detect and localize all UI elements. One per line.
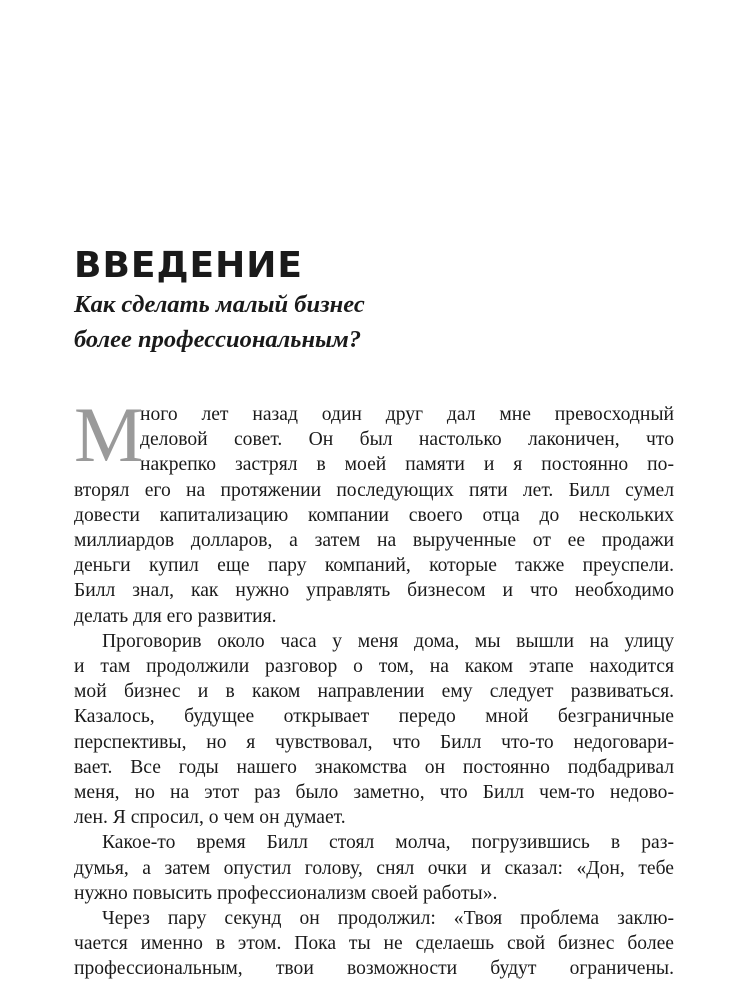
paragraph <box>74 391 674 629</box>
text-line: чается именно в этом. Пока ты не сделаешь свой бизнес более <box>74 933 674 955</box>
text-line: меня, но на этот раз было заметно, что Билл чем-то недово- <box>74 782 674 804</box>
text-line: деловой совет. Он был настолько лаконичен, что <box>140 429 674 451</box>
drop-cap: М <box>74 391 144 478</box>
text-line: деньги купил еще пару компаний, которые также преуспели. <box>74 555 674 577</box>
paragraph <box>74 906 674 982</box>
text-line: миллиардов долларов, а затем на вырученные от ее продажи <box>74 530 674 552</box>
text-line: довести капитализацию компании своего отца до нескольких <box>74 504 674 526</box>
chapter-subtitle <box>74 287 694 357</box>
body-text <box>74 391 674 982</box>
text-line: вторял его на протяжении последующих пяти лет. Билл сумел <box>74 479 674 501</box>
text-line: нужно повысить профессионализм своей работы». <box>74 882 498 904</box>
text-line: накрепко застрял в моей памяти и я постоянно по- <box>140 454 674 476</box>
text-line: Через пару секунд он продолжил: «Твоя проблема заклю- <box>102 908 674 930</box>
text-line: думья, а затем опустил голову, снял очки и сказал: «Дон, тебе <box>74 857 674 879</box>
subtitle-line: более профессиональным? <box>74 326 362 353</box>
paragraph <box>74 830 674 906</box>
paragraph <box>74 629 674 831</box>
text-line: Проговорив около часа у меня дома, мы вышли на улицу <box>102 630 674 652</box>
chapter-title: ВВЕДЕНИЕ <box>74 245 303 286</box>
text-line: ного лет назад один друг дал мне превосходный <box>140 404 674 425</box>
text-line: делать для его развития. <box>74 605 277 627</box>
text-line: Казалось, будущее открывает передо мной безграничные <box>74 706 674 728</box>
text-line: перспективы, но я чувствовал, что Билл что-то недоговари- <box>74 731 674 753</box>
text-line: и там продолжили разговор о том, на каком этапе находится <box>74 656 674 678</box>
text-line: мой бизнес и в каком направлении ему следует развиваться. <box>74 681 674 703</box>
text-line: лен. Я спросил, о чем он думает. <box>74 807 346 829</box>
text-line: Билл знал, как нужно управлять бизнесом и что необходимо <box>74 580 674 602</box>
text-line: Какое-то время Билл стоял молча, погрузившись в раз- <box>102 832 674 854</box>
text-line: профессиональным, твои возможности будут ограничены. <box>74 958 674 980</box>
text-line: вает. Все годы нашего знакомства он постоянно подбадривал <box>74 756 674 778</box>
subtitle-line: Как сделать малый бизнес <box>74 291 365 318</box>
